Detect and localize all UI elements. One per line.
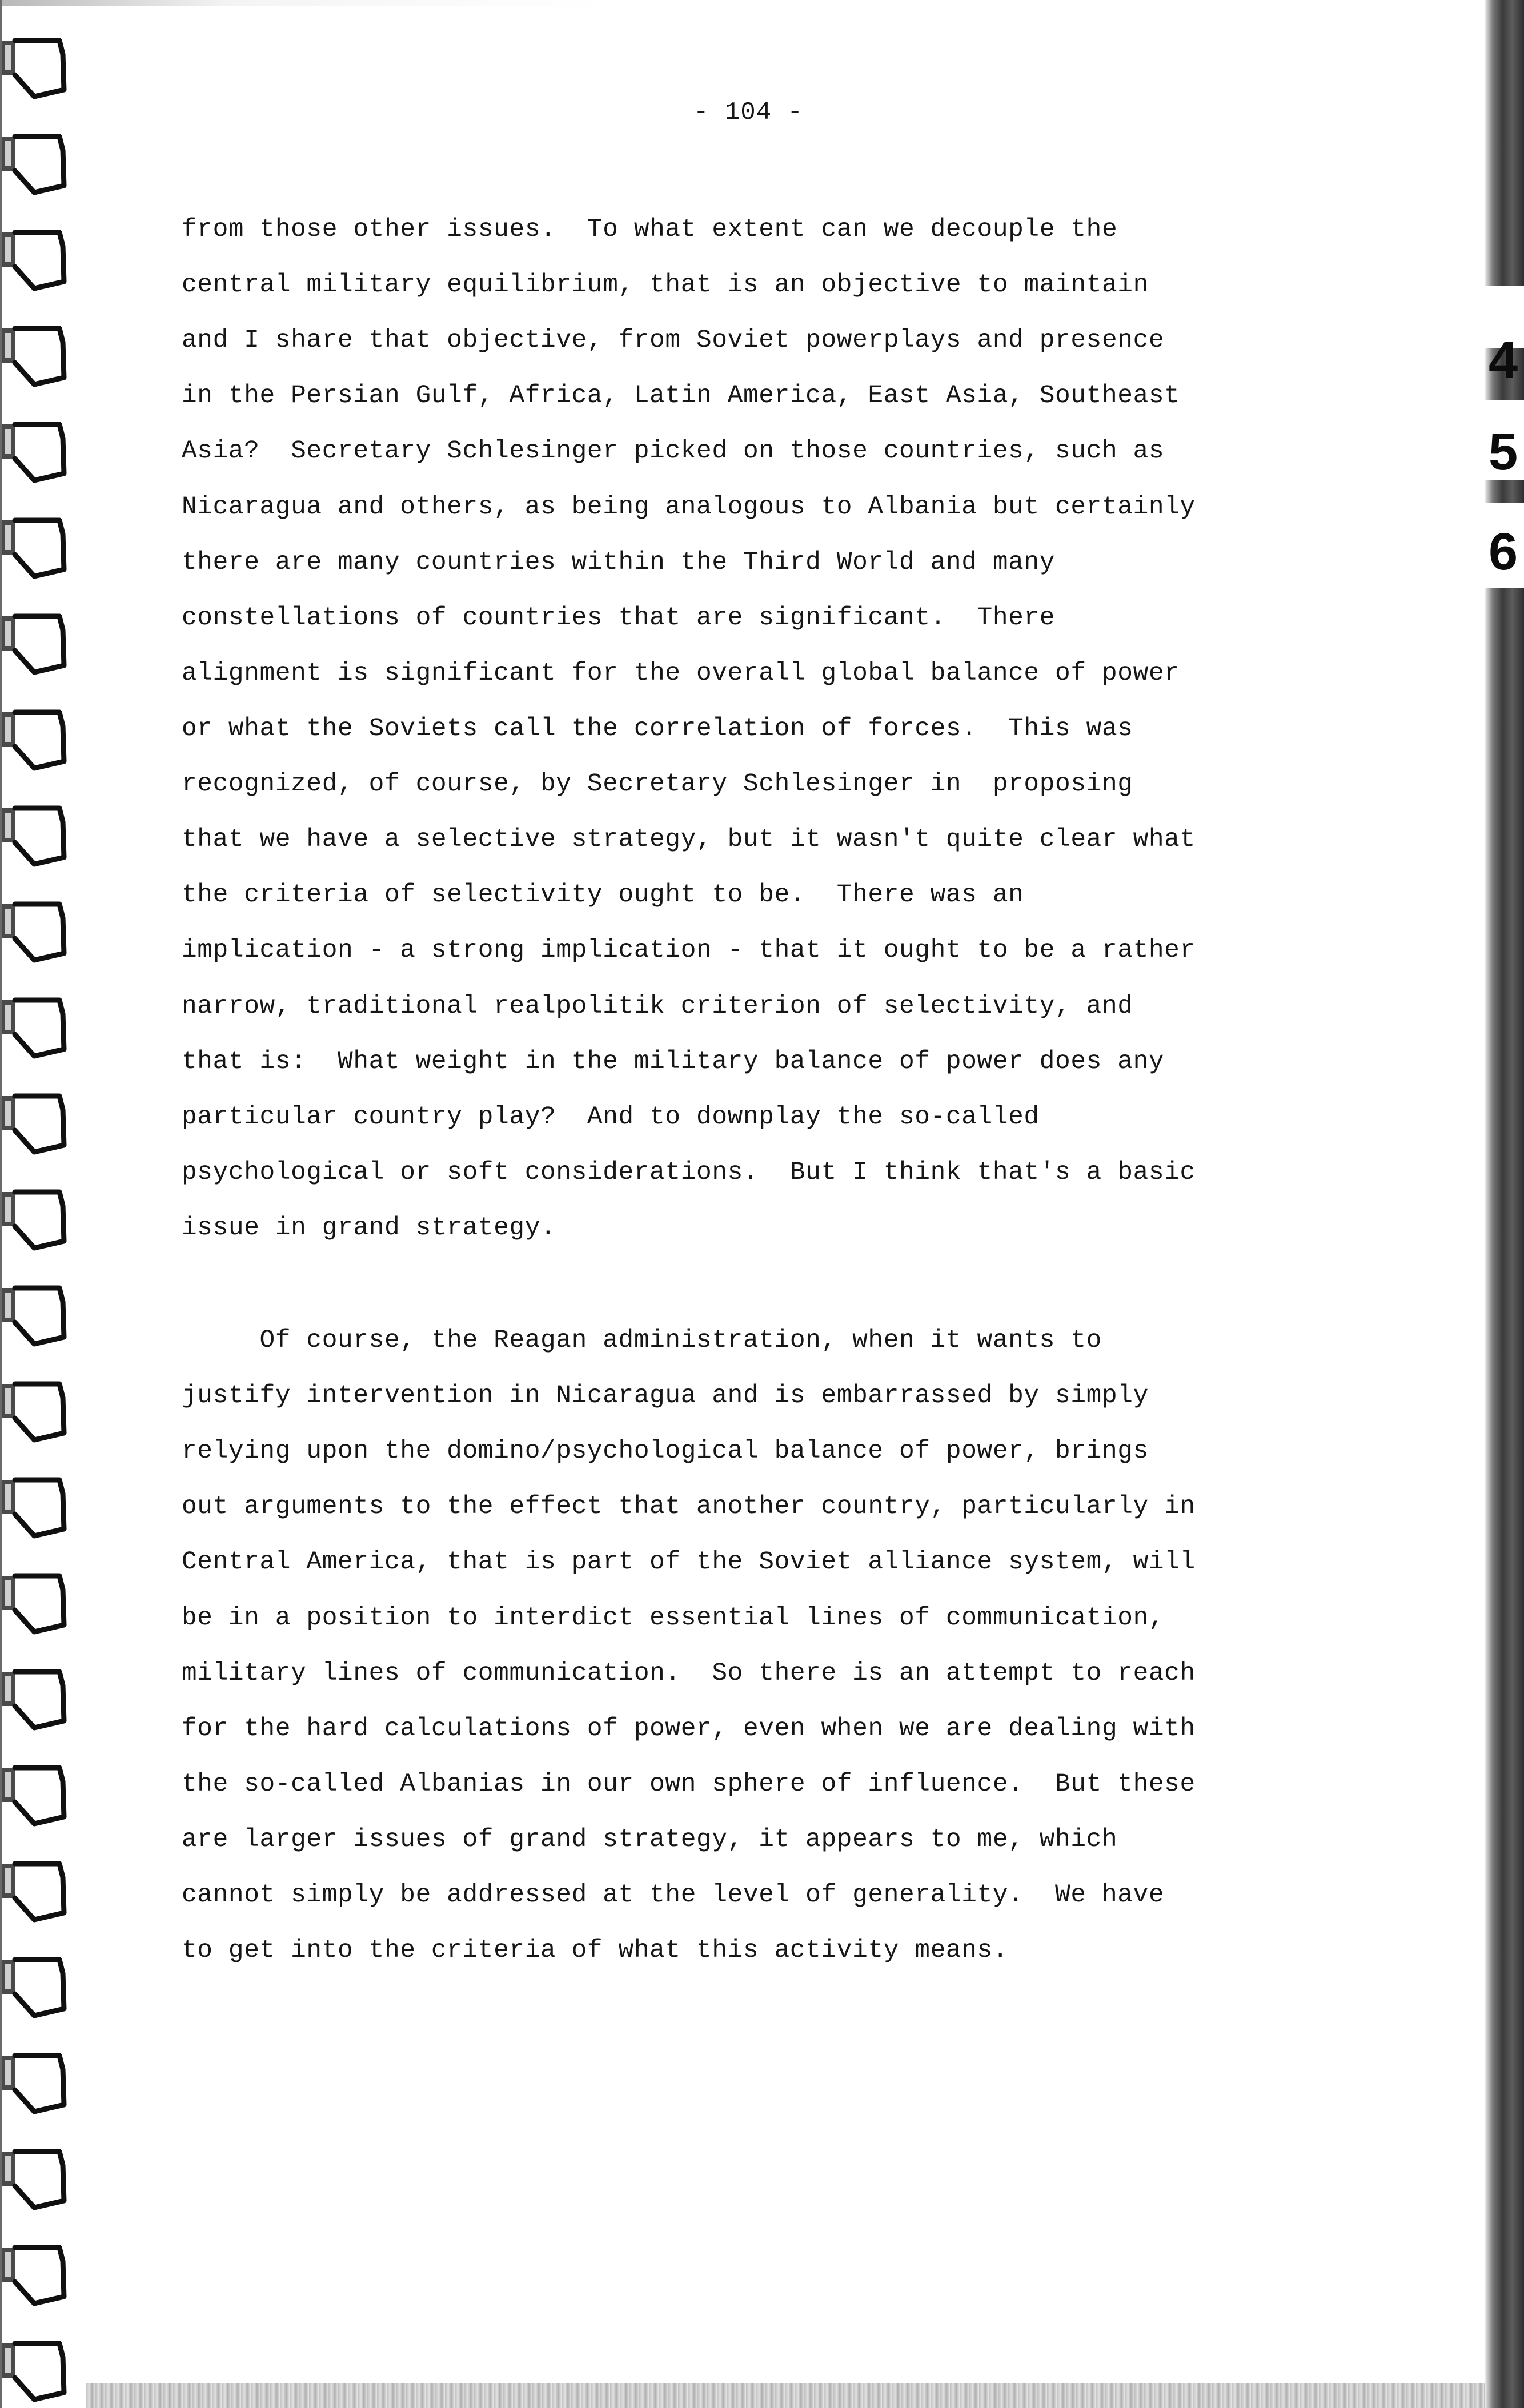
binding-ring [1,424,64,480]
text-line: are larger issues of grand strategy, it appears to me, which [182,1825,1118,1854]
binding-ring [1,1672,64,1728]
text-line: particular country play? And to downplay the so-called [182,1103,1040,1131]
binding-ring [1,1384,64,1440]
text-line: psychological or soft considerations. But I think that's a basic [182,1158,1196,1187]
text-line: that is: What weight in the military balance of power does any [182,1048,1165,1076]
text-line: implication - a strong implication - that it ought to be a rather [182,936,1196,965]
scan-top-edge [0,0,1524,6]
text-line: to get into the criteria of what this activity means. [182,1936,1009,1965]
binding-ring [1,2056,64,2112]
binding-ring [1,1096,64,1152]
section-tab-4[interactable]: 4 [1489,331,1518,390]
binding-ring [1,1288,64,1344]
binding-ring [1,1000,64,1056]
binding-ring [1,1960,64,2016]
text-line: the so-called Albanias in our own sphere of influence. But these [182,1770,1196,1799]
scan-bottom-edge [86,2383,1485,2408]
text-line: Of course, the Reagan administration, when it wants to [182,1326,1102,1355]
text-line: alignment is significant for the overall global balance of power [182,659,1180,688]
text-line: out arguments to the effect that another country, particularly in [182,1492,1196,1521]
binding-ring [1,137,64,192]
binding-ring [1,2343,64,2399]
text-line: central military equilibrium, that is an objective to maintain [182,271,1149,299]
binding-ring [1,328,64,384]
binding-ring [1,904,64,960]
binding-ring [1,712,64,768]
text-line: and I share that objective, from Soviet powerplays and presence [182,326,1165,355]
binding-ring [1,232,64,288]
text-line: relying upon the domino/psychological balance of power, brings [182,1437,1149,1466]
section-tab-5[interactable]: 5 [1489,423,1518,481]
text-line: Central America, that is part of the Soviet alliance system, will [182,1548,1196,1576]
binding-ring [1,41,64,97]
text-line: the criteria of selectivity ought to be. There was an [182,881,1024,909]
section-tab-6[interactable]: 6 [1489,523,1518,581]
binding-ring [1,1576,64,1632]
text-line: cannot simply be addressed at the level of generality. We have [182,1881,1165,1909]
text-line: military lines of communication. So there is an attempt to reach [182,1659,1196,1688]
text-line: be in a position to interdict essential lines of communication, [182,1604,1165,1632]
text-line: for the hard calculations of power, even when we are dealing with [182,1715,1196,1743]
text-line: there are many countries within the Third World and many [182,548,1056,577]
text-line: or what the Soviets call the correlation of forces. This was [182,715,1133,743]
text-line: from those other issues. To what extent can we decouple the [182,215,1118,244]
text-line: narrow, traditional realpolitik criterion of selectivity, and [182,992,1133,1021]
text-line: that we have a selective strategy, but it wasn't quite clear what [182,825,1196,854]
binding-ring [1,808,64,864]
text-line: recognized, of course, by Secretary Schlesinger in proposing [182,770,1133,798]
binding-ring [1,2152,64,2208]
binding-ring [1,2248,64,2303]
binding-ring [1,1768,64,1824]
binding-ring [1,616,64,672]
text-line: in the Persian Gulf, Africa, Latin America, East Asia, Southeast [182,382,1180,410]
spiral-binding [0,0,86,2408]
binding-ring [1,1864,64,1920]
binding-ring [1,1192,64,1248]
text-line: Nicaragua and others, as being analogous to Albania but certainly [182,493,1196,521]
text-line: justify intervention in Nicaragua and is embarrassed by simply [182,1382,1149,1410]
page-number: - 104 - [693,98,803,127]
text-line: issue in grand strategy. [182,1214,556,1242]
text-line: Asia? Secretary Schlesinger picked on those countries, such as [182,437,1165,465]
binding-ring [1,1480,64,1536]
binding-ring [1,520,64,576]
text-line: constellations of countries that are significant. There [182,604,1056,632]
binding-edge [0,0,2,2408]
